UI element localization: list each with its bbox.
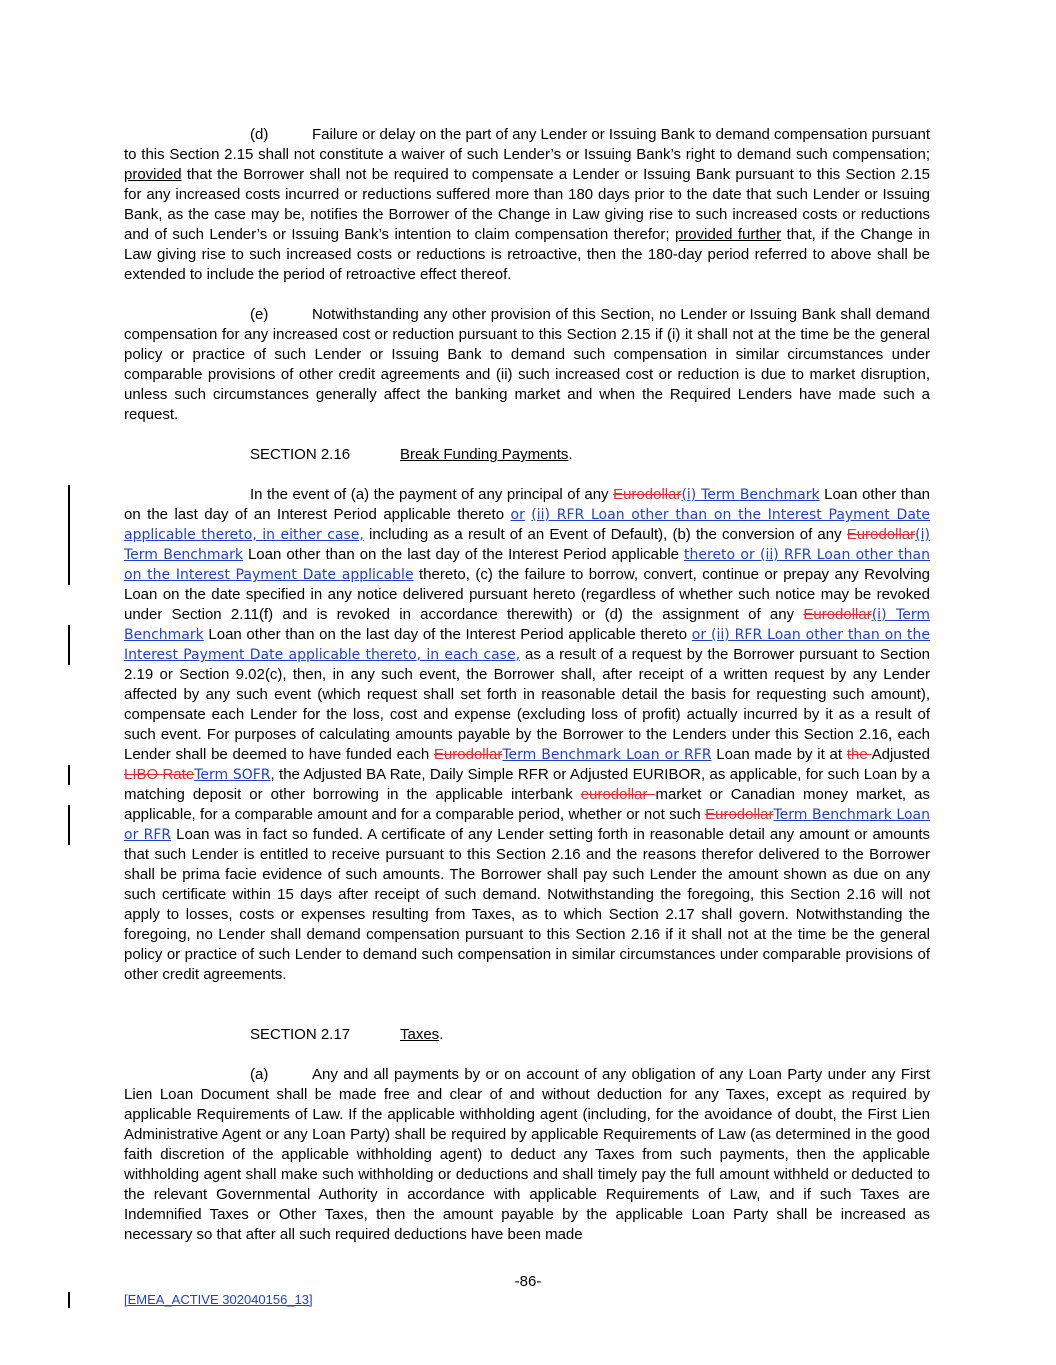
change-bar: [68, 805, 70, 845]
inserted-text: (ii) RFR Loan other than on the Interest Payment Date applicable thereto, in either case,: [124, 507, 930, 543]
deleted-text: Eurodollar: [613, 486, 682, 503]
inserted-text: (i) Term Benchmark: [681, 487, 820, 503]
section-heading-2-16: SECTION 2.16 Break Funding Payments.: [250, 446, 573, 463]
inserted-text: thereto or (ii) RFR Loan other than on the Interest Payment Date applicable: [124, 547, 930, 583]
deleted-text: eurodollar: [580, 786, 656, 803]
inserted-text: or (ii) RFR Loan other than on the Interest Payment Date applicable thereto, in each case,: [124, 627, 930, 663]
deleted-text: Eurodollar: [846, 526, 916, 543]
paragraph-label: (d): [250, 126, 269, 143]
deleted-text: the: [846, 746, 872, 763]
deleted-text: Eurodollar: [803, 606, 872, 623]
paragraph-2-17-a: (a) Any and all payments by or on account of any obligation of any Loan Party under any First Lien Loan Document shall be made free and clear of and without deduction for any Taxes, except as required by applicable Requirements of Law. If the applicable withholding agent (including, for the avoidance of doubt, the First Lien Administrative Agent or any Loan Party) shall be required by applicable Requirements of Law (as determined in the good faith discretion of the applicable withholding agent) to deduct any Taxes from such payments, then the applicable withholding agent shall make such withholding or deductions and shall timely pay the full amount withheld or deducted to the relevant Governmental Authority in accordance with applicable Requirements of Law, and if such Taxes are Indemnified Taxes or Other Taxes, then the amount payable by the applicable Loan Party shall be increased as necessary so that after all such required deductions have been made: [124, 1066, 930, 1243]
section-title: Break Funding Payments: [400, 446, 569, 463]
change-bar: [68, 765, 70, 785]
change-bar: [68, 625, 70, 665]
page-number: -86-: [514, 1273, 542, 1290]
deleted-text: LIBO Rate: [124, 766, 195, 783]
inserted-text: Term Benchmark Loan or RFR: [124, 807, 930, 843]
paragraph-label: (a): [250, 1066, 269, 1083]
inserted-text: (i) Term Benchmark: [124, 527, 930, 563]
inserted-text: Term Benchmark Loan or RFR: [502, 747, 712, 763]
paragraph-d: (d) Failure or delay on the part of any Lender or Issuing Bank to demand compensation pursuant to this Section 2.15 shall not constitute a waiver of such Lender’s or Issuing Bank’s right to demand such compensation; provided that the Borrower shall not be required to compensate a Lender or Issuing Bank pursuant to this Section 2.15 for any increased costs incurred or reductions suffered more than 180 days prior to the date that such Lender or Issuing Bank, as the case may be, notifies the Borrower of the Change in Law giving rise to such increased costs or reductions and of such Lender’s or Issuing Bank’s intention to claim compensation therefor; provided further that, if the Change in Law giving rise to such increased costs or reductions is retroactive, then the 180-day period referred to above shall be extended to include the period of retroactive effect thereof.: [124, 126, 931, 283]
deleted-text: Eurodollar: [433, 746, 503, 763]
change-bar: [68, 485, 70, 585]
deleted-text: Eurodollar: [705, 806, 774, 823]
change-bar: [68, 1292, 70, 1308]
inserted-text: Term SOFR: [194, 767, 271, 783]
paragraph-label: (e): [250, 306, 269, 323]
paragraph-e: (e) Notwithstanding any other provision of this Section, no Lender or Issuing Bank shall demand compensation for any increased cost or reduction pursuant to this Section 2.15 if (i) it shall not at the time be the general policy or practice of such Lender or Issuing Bank to demand such compensation in similar circumstances under comparable provisions of other credit agreements and (ii) such increased cost or reduction is due to market disruption, unless such circumstances generally affect the banking market and when the Required Lenders have made such a request.: [124, 306, 930, 423]
paragraph-2-16: In the event of (a) the payment of any principal of any Eurodollar(i) Term Benchmark Loan other than on the last day of an Interest Period applicable thereto or (ii) RFR Loan other than on the Interest Payment Date applicable thereto, in either case, including as a result of an Event of Default), (b) the conversion of any Eurodollar(i) Term Benchmark Loan other than on the last day of the Interest Period applicable thereto or (ii) RFR Loan other than on the Interest Payment Date applicable thereto, (c) the failure to borrow, convert, continue or prepay any Revolving Loan on the date specified in any notice delivered pursuant hereto (regardless of whether such notice may be revoked under Section 2.11(f) and is revoked in accordance therewith) or (d) the assignment of any Eurodollar(i) Term Benchmark Loan other than on the last day of the Interest Period applicable thereto or (ii) RFR Loan other than on the Interest Payment Date applicable thereto, in each case, as a result of a request by the Borrower pursuant to Section 2.19 or Section 9.02(c), then, in any such event, the Borrower shall, after receipt of a written request by any Lender affected by any such event (which request shall set forth in reasonable detail the basis for requesting such amount), compensate each Lender for the loss, cost and expense (excluding loss of profit) actually incurred by it as a result of such event. For purposes of calculating amounts payable by the Borrower to the Lenders under this Section 2.16, each Lender shall be deemed to have funded each EurodollarTerm Benchmark Loan or RFR Loan made by it at the Adjusted LIBO RateTerm SOFR, the Adjusted BA Rate, Daily Simple RFR or Adjusted EURIBOR, as applicable, for such Loan by a matching deposit or other borrowing in the applicable interbank eurodollar market or Canadian money market, as applicable, for a comparable amount and for a comparable period, whether or not such EurodollarTerm Benchmark Loan or RFR Loan was in fact so funded. A certificate of any Lender setting forth in reasonable detail any amount or amounts that such Lender is entitled to receive pursuant to this Section 2.16 and the reasons therefor delivered to the Borrower shall be prima facie evidence of such amounts. The Borrower shall pay such Lender the amount shown as due on any such certificate within 15 days after receipt of such demand. Notwithstanding the foregoing, this Section 2.16 will not apply to losses, costs or expenses resulting from Taxes, as to which Section 2.17 shall govern. Notwithstanding the foregoing, no Lender shall demand compensation pursuant to this Section 2.16 if it shall not at the time be the general policy or practice of such Lender to demand such compensation in similar circumstances under comparable provisions of other credit agreements.: [124, 486, 931, 983]
section-heading-2-17: SECTION 2.17 Taxes.: [250, 1026, 444, 1043]
document-id: [EMEA_ACTIVE 302040156_13]: [124, 1292, 313, 1307]
inserted-text: (i) Term Benchmark: [124, 607, 930, 643]
section-title: Taxes: [400, 1026, 440, 1043]
inserted-text: or: [510, 507, 525, 523]
